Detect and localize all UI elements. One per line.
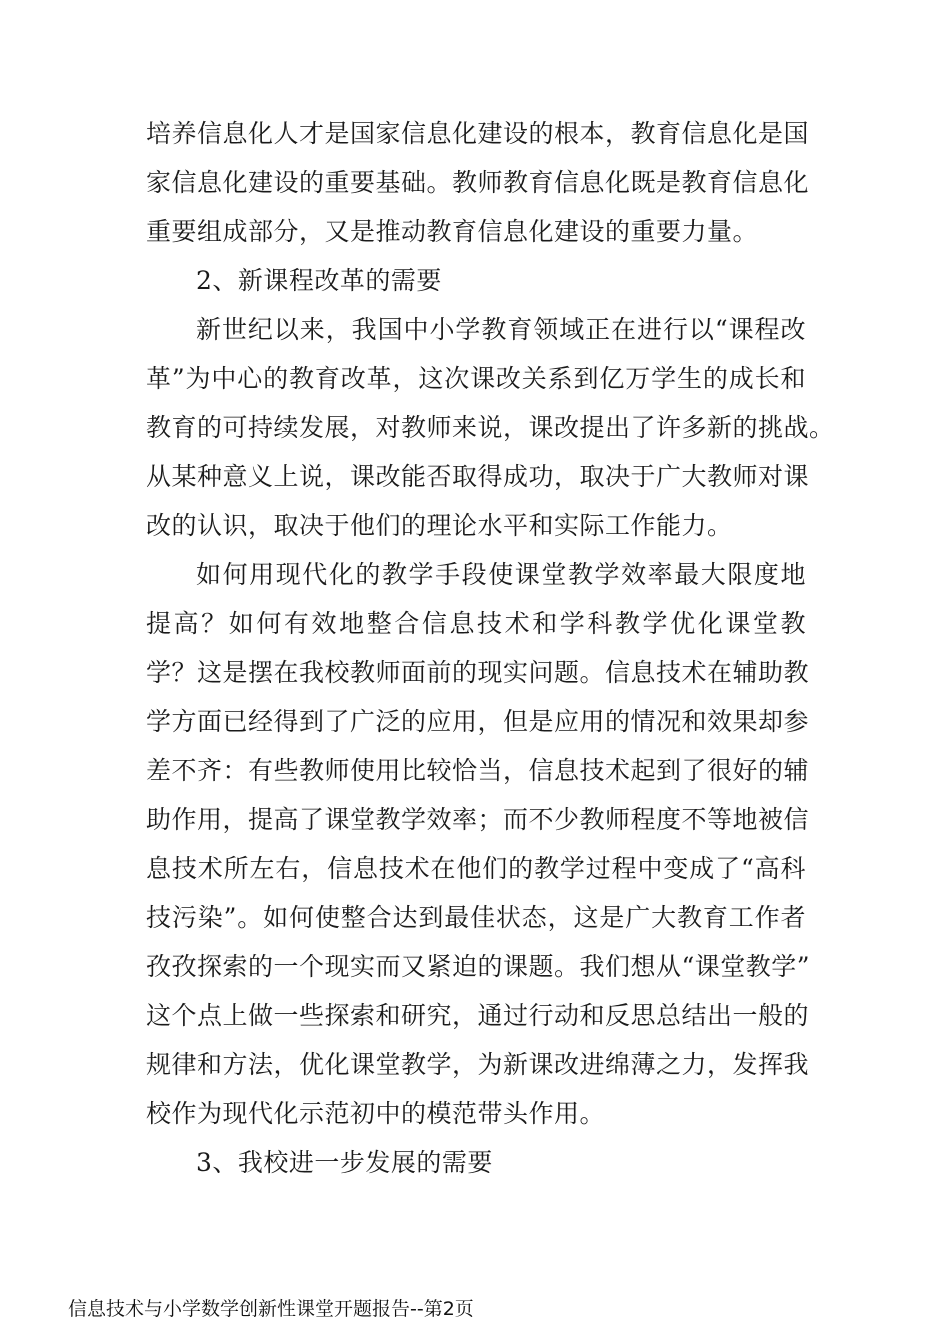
paragraph-line: 这个点上做一些探索和研究，通过行动和反思总结出一般的 [146, 1001, 810, 1030]
paragraph-line: 学方面已经得到了广泛的应用，但是应用的情况和效果却参 [146, 707, 810, 736]
paragraph-line: 从某种意义上说，课改能否取得成功，取决于广大教师对课 [146, 462, 810, 491]
paragraph-line: 教育的可持续发展，对教师来说，课改提出了许多新的挑战。 [146, 413, 835, 442]
paragraph-line: 家信息化建设的重要基础。教师教育信息化既是教育信息化 [146, 168, 810, 197]
paragraph-line: 学？这是摆在我校教师面前的现实问题。信息技术在辅助教 [146, 658, 810, 687]
paragraph-line: 培养信息化人才是国家信息化建设的根本，教育信息化是国 [146, 119, 810, 148]
paragraph-line: 重要组成部分，又是推动教育信息化建设的重要力量。 [146, 217, 759, 246]
paragraph-line: 革”为中心的教育改革，这次课改关系到亿万学生的成长和 [146, 364, 806, 393]
paragraph-line: 技污染”。如何使整合达到最佳状态，这是广大教育工作者 [146, 903, 806, 932]
paragraph-line: 差不齐：有些教师使用比较恰当，信息技术起到了很好的辅 [146, 756, 810, 785]
paragraph-line: 新世纪以来，我国中小学教育领域正在进行以“课程改 [196, 315, 806, 344]
section-heading: 3、我校进一步发展的需要 [196, 1148, 493, 1177]
paragraph-line: 提高？如何有效地整合信息技术和学科教学优化课堂教 [146, 609, 806, 638]
paragraph-line: 息技术所左右，信息技术在他们的教学过程中变成了“高科 [146, 854, 806, 883]
paragraph-line: 助作用，提高了课堂教学效率；而不少教师程度不等地被信 [146, 805, 810, 834]
section-heading: 2、新课程改革的需要 [196, 266, 442, 295]
page-footer: 信息技术与小学数学创新性课堂开题报告--第2页 [68, 1298, 474, 1320]
paragraph-line: 孜孜探索的一个现实而又紧迫的课题。我们想从“课堂教学” [146, 952, 811, 981]
paragraph-line: 如何用现代化的教学手段使课堂教学效率最大限度地 [196, 560, 806, 589]
paragraph-line: 规律和方法，优化课堂教学，为新课改进绵薄之力，发挥我 [146, 1050, 810, 1079]
paragraph-line: 改的认识，取决于他们的理论水平和实际工作能力。 [146, 511, 733, 540]
paragraph-line: 校作为现代化示范初中的模范带头作用。 [146, 1099, 606, 1128]
